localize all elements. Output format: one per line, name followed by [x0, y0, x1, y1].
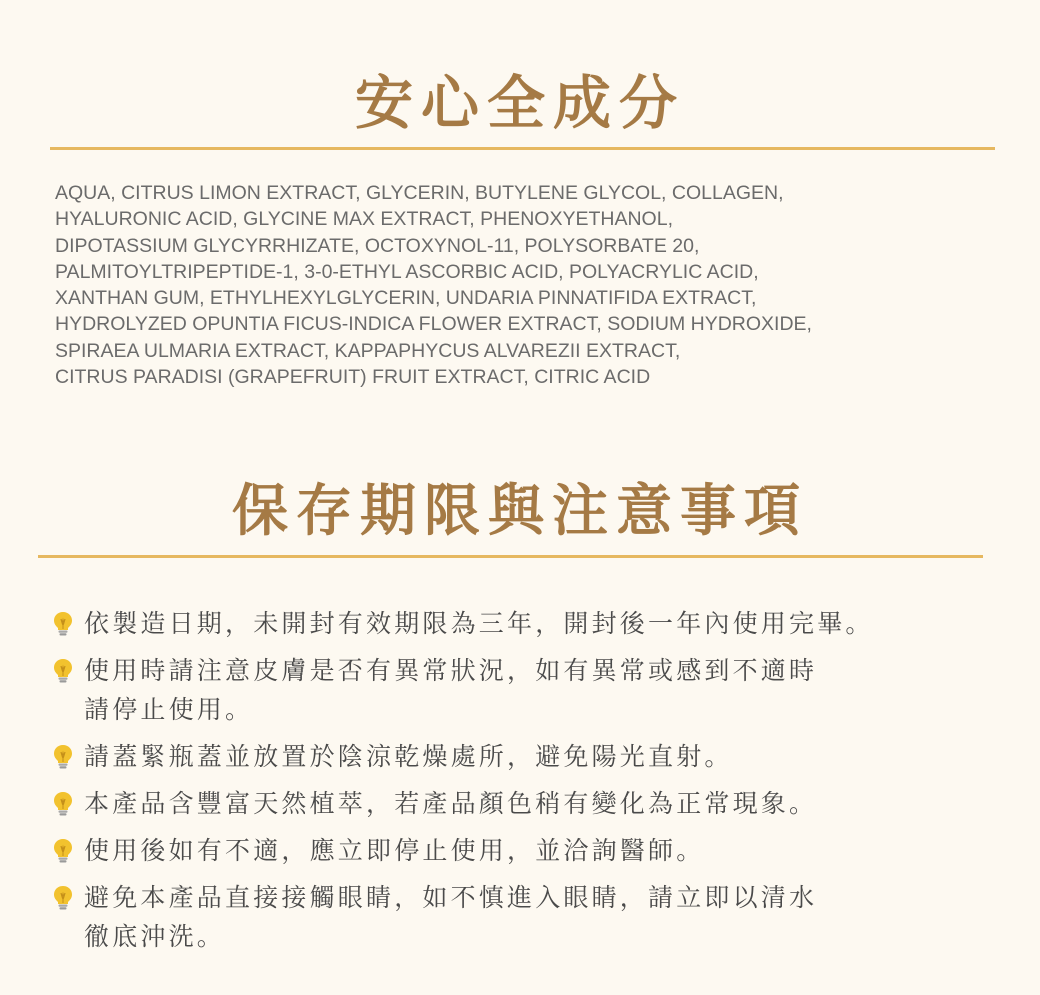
lightbulb-icon	[52, 658, 74, 684]
precaution-text: 避免本產品直接接觸眼睛，如不慎進入眼睛，請立即以清水	[84, 883, 818, 912]
precaution-text: 使用後如有不適，應立即停止使用，並洽詢醫師。	[84, 836, 705, 865]
storage-precautions-title: 保存期限與注意事項	[232, 479, 808, 544]
precaution-text: 徹底沖洗。	[84, 922, 226, 951]
title-divider	[50, 147, 995, 150]
lightbulb-icon	[52, 744, 74, 770]
ingredients-list	[55, 180, 985, 390]
precaution-item	[50, 784, 1010, 823]
ingredients-title: 安心全成分	[354, 69, 685, 137]
title-divider	[38, 555, 983, 558]
precaution-item	[50, 737, 1010, 776]
ingredients-line: HYALURONIC ACID, GLYCINE MAX EXTRACT, PHENOXYETHANOL,	[55, 208, 673, 231]
precaution-text: 請蓋緊瓶蓋並放置於陰涼乾燥處所，避免陽光直射。	[84, 742, 733, 771]
ingredients-line: AQUA, CITRUS LIMON EXTRACT, GLYCERIN, BUTYLENE GLYCOL, COLLAGEN,	[55, 182, 784, 204]
precaution-item	[50, 831, 1010, 870]
lightbulb-icon	[52, 838, 74, 864]
precautions-list	[50, 604, 1010, 964]
ingredients-line: HYDROLYZED OPUNTIA FICUS-INDICA FLOWER EXTRACT, SODIUM HYDROXIDE,	[55, 313, 812, 336]
precaution-text: 使用時請注意皮膚是否有異常狀況，如有異常或感到不適時	[84, 656, 818, 685]
precaution-item	[50, 878, 1010, 956]
ingredients-line: XANTHAN GUM, ETHYLHEXYLGLYCERIN, UNDARIA PINNATIFIDA EXTRACT,	[55, 287, 757, 310]
lightbulb-icon	[52, 611, 74, 637]
ingredients-line: SPIRAEA ULMARIA EXTRACT, KAPPAPHYCUS ALVAREZII EXTRACT,	[55, 339, 681, 362]
precaution-item	[50, 604, 1010, 643]
lightbulb-icon	[52, 885, 74, 911]
precaution-text: 本產品含豐富天然植萃，若產品顏色稍有變化為正常現象。	[84, 789, 818, 818]
ingredients-line: CITRUS PARADISI (GRAPEFRUIT) FRUIT EXTRACT, CITRIC ACID	[55, 366, 651, 389]
lightbulb-icon	[52, 791, 74, 817]
precaution-text: 依製造日期，未開封有效期限為三年，開封後一年內使用完畢。	[84, 609, 874, 638]
precaution-item	[50, 651, 1010, 729]
ingredients-line: DIPOTASSIUM GLYCYRRHIZATE, OCTOXYNOL-11, POLYSORBATE 20,	[55, 234, 700, 257]
ingredients-line: PALMITOYLTRIPEPTIDE-1, 3-0-ETHYL ASCORBIC ACID, POLYACRYLIC ACID,	[55, 260, 759, 283]
precaution-text: 請停止使用。	[84, 695, 254, 724]
